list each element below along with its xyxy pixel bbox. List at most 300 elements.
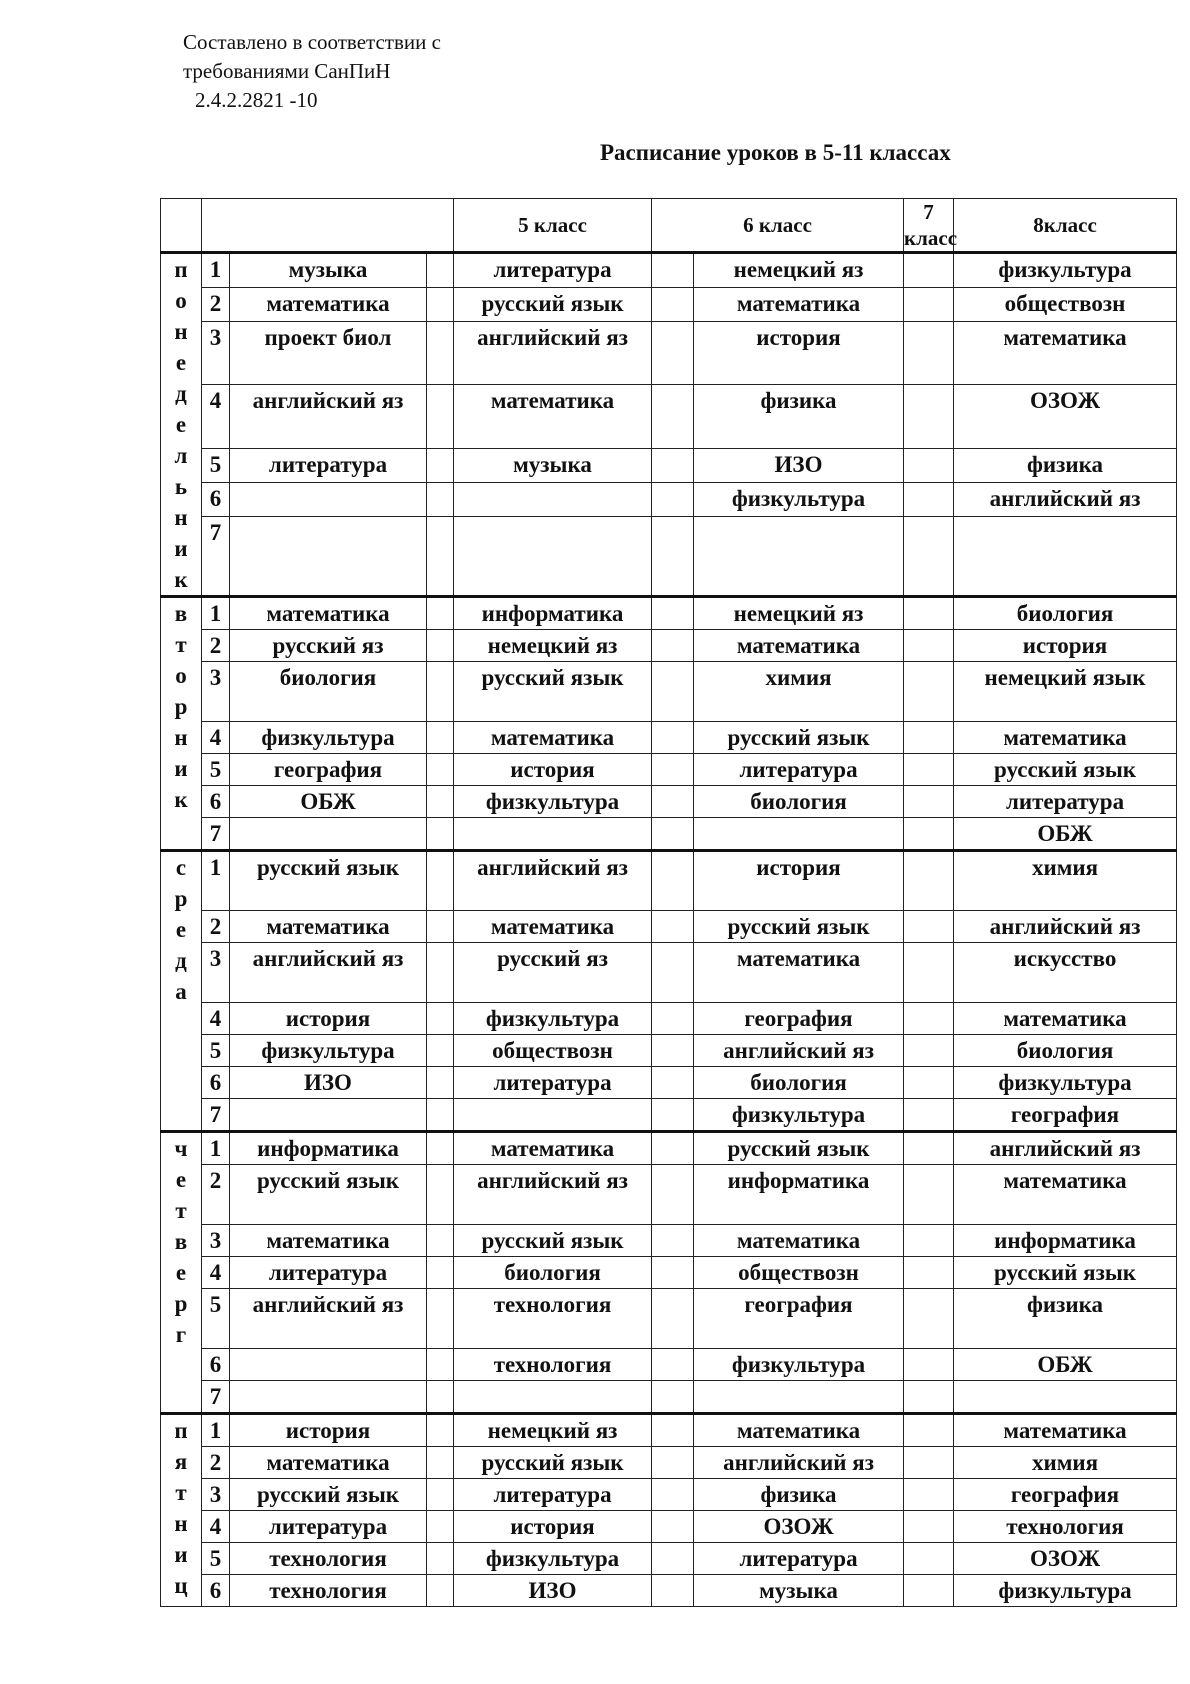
spacer-cell — [427, 287, 454, 321]
lesson-cell: музыка — [454, 448, 652, 482]
spacer-cell — [904, 786, 954, 818]
lesson-number: 4 — [202, 1003, 230, 1035]
header-cell: 5 класс — [454, 199, 652, 253]
lesson-cell: немецкий яз — [454, 630, 652, 662]
lesson-cell: математика — [454, 722, 652, 754]
spacer-cell — [904, 754, 954, 786]
spacer-cell — [652, 722, 694, 754]
header-row — [161, 199, 1177, 253]
spacer-cell — [904, 1575, 954, 1607]
spacer-cell — [652, 662, 694, 722]
lesson-number: 5 — [202, 1035, 230, 1067]
lesson-cell: технология — [454, 1289, 652, 1349]
lesson-cell: ОЗОЖ — [954, 385, 1177, 449]
spacer-cell — [652, 1349, 694, 1381]
lesson-number: 6 — [202, 482, 230, 516]
lesson-number: 3 — [202, 662, 230, 722]
lesson-cell: физика — [954, 1289, 1177, 1349]
compliance-note-line-3: 2.4.2.2821 -10 — [195, 88, 318, 112]
lesson-cell: математика — [230, 1225, 427, 1257]
spacer-cell — [427, 1414, 454, 1447]
lesson-cell: биология — [454, 1257, 652, 1289]
lesson-cell: литература — [694, 1543, 904, 1575]
lesson-number: 1 — [202, 1132, 230, 1165]
spacer-cell — [904, 722, 954, 754]
lesson-number: 6 — [202, 1067, 230, 1099]
lesson-cell: история — [694, 851, 904, 911]
lesson-cell — [454, 818, 652, 851]
spacer-cell — [904, 1003, 954, 1035]
lesson-cell: математика — [230, 287, 427, 321]
spacer-cell — [652, 385, 694, 449]
lesson-cell: биология — [694, 786, 904, 818]
lesson-cell: математика — [954, 722, 1177, 754]
spacer-cell — [904, 1132, 954, 1165]
spacer-cell — [652, 597, 694, 630]
header-cell: 7 класс — [904, 199, 954, 253]
lesson-cell — [230, 1099, 427, 1132]
header-cell: 8класс — [954, 199, 1177, 253]
spacer-cell — [427, 385, 454, 449]
lesson-cell: математика — [694, 287, 904, 321]
lesson-row — [161, 385, 1177, 449]
schedule-body — [161, 253, 1177, 1607]
lesson-cell: ОБЖ — [230, 786, 427, 818]
lesson-row — [161, 851, 1177, 911]
lesson-cell: информатика — [694, 1165, 904, 1225]
lesson-cell: математика — [694, 1225, 904, 1257]
lesson-row — [161, 722, 1177, 754]
lesson-number: 5 — [202, 448, 230, 482]
header-cell: 6 класс — [652, 199, 904, 253]
lesson-cell: литература — [230, 1511, 427, 1543]
lesson-cell: ОБЖ — [954, 818, 1177, 851]
lesson-number: 3 — [202, 1225, 230, 1257]
lesson-row — [161, 1099, 1177, 1132]
lesson-number: 1 — [202, 597, 230, 630]
spacer-cell — [652, 448, 694, 482]
lesson-cell: литература — [230, 1257, 427, 1289]
spacer-cell — [652, 1003, 694, 1035]
lesson-cell: история — [230, 1003, 427, 1035]
lesson-cell: физика — [954, 448, 1177, 482]
spacer-cell — [427, 1067, 454, 1099]
lesson-cell: география — [694, 1289, 904, 1349]
spacer-cell — [427, 786, 454, 818]
lesson-cell: математика — [954, 321, 1177, 385]
lesson-cell: музыка — [230, 253, 427, 288]
spacer-cell — [652, 1132, 694, 1165]
lesson-cell: физкультура — [694, 482, 904, 516]
spacer-cell — [904, 1225, 954, 1257]
spacer-cell — [427, 1225, 454, 1257]
lesson-cell: русский язык — [454, 662, 652, 722]
lesson-cell: обществозн — [694, 1257, 904, 1289]
lesson-cell: ОЗОЖ — [694, 1511, 904, 1543]
lesson-number: 6 — [202, 1349, 230, 1381]
lesson-number: 7 — [202, 818, 230, 851]
lesson-row — [161, 516, 1177, 597]
spacer-cell — [427, 482, 454, 516]
lesson-cell: английский яз — [954, 911, 1177, 943]
lesson-cell: физкультура — [954, 253, 1177, 288]
spacer-cell — [904, 385, 954, 449]
lesson-cell — [454, 1099, 652, 1132]
lesson-cell: технология — [454, 1349, 652, 1381]
lesson-number: 4 — [202, 722, 230, 754]
spacer-cell — [652, 516, 694, 597]
lesson-cell: география — [954, 1099, 1177, 1132]
spacer-cell — [904, 482, 954, 516]
lesson-row — [161, 1349, 1177, 1381]
spacer-cell — [904, 943, 954, 1003]
lesson-row — [161, 943, 1177, 1003]
spacer-cell — [652, 786, 694, 818]
spacer-cell — [904, 1257, 954, 1289]
spacer-cell — [427, 1543, 454, 1575]
spacer-cell — [427, 662, 454, 722]
spacer-cell — [652, 1165, 694, 1225]
spacer-cell — [427, 1447, 454, 1479]
lesson-cell: немецкий яз — [454, 1414, 652, 1447]
lesson-row — [161, 1225, 1177, 1257]
lesson-cell — [954, 1381, 1177, 1414]
lesson-cell: история — [454, 754, 652, 786]
spacer-cell — [904, 1511, 954, 1543]
lesson-number: 6 — [202, 1575, 230, 1607]
spacer-cell — [427, 1099, 454, 1132]
lesson-cell — [694, 1381, 904, 1414]
lesson-cell — [454, 482, 652, 516]
compliance-note-line-1: Составлено в соответствии с — [183, 30, 441, 54]
spacer-cell — [904, 448, 954, 482]
lesson-row — [161, 1067, 1177, 1099]
lesson-cell: английский яз — [954, 482, 1177, 516]
spacer-cell — [652, 818, 694, 851]
lesson-number: 2 — [202, 1165, 230, 1225]
day-name: с р е д а — [161, 851, 202, 1132]
schedule-table — [160, 198, 1177, 1607]
lesson-cell: литература — [954, 786, 1177, 818]
lesson-cell: русский язык — [694, 911, 904, 943]
spacer-cell — [427, 1575, 454, 1607]
lesson-cell: немецкий яз — [694, 597, 904, 630]
spacer-cell — [652, 1543, 694, 1575]
lesson-cell: математика — [954, 1003, 1177, 1035]
spacer-cell — [904, 253, 954, 288]
lesson-cell: русский яз — [454, 943, 652, 1003]
lesson-cell: русский язык — [454, 1447, 652, 1479]
spacer-cell — [904, 1543, 954, 1575]
lesson-cell: технология — [230, 1575, 427, 1607]
compliance-note-line-2: требованиями СанПиН — [183, 59, 391, 83]
spacer-cell — [652, 1511, 694, 1543]
lesson-cell: физкультура — [954, 1067, 1177, 1099]
day-name: п о н е д е л ь н и к — [161, 253, 202, 597]
lesson-cell: ИЗО — [454, 1575, 652, 1607]
lesson-cell: ОЗОЖ — [954, 1543, 1177, 1575]
spacer-cell — [904, 1381, 954, 1414]
lesson-number: 5 — [202, 1543, 230, 1575]
lesson-cell: математика — [694, 943, 904, 1003]
lesson-row — [161, 1289, 1177, 1349]
lesson-cell: математика — [454, 1132, 652, 1165]
page-title: Расписание уроков в 5-11 классах — [600, 140, 951, 165]
lesson-cell: физкультура — [454, 1543, 652, 1575]
spacer-cell — [652, 1257, 694, 1289]
lesson-row — [161, 1447, 1177, 1479]
lesson-cell: математика — [230, 1447, 427, 1479]
lesson-cell: русский язык — [230, 1479, 427, 1511]
spacer-cell — [904, 1067, 954, 1099]
lesson-row — [161, 662, 1177, 722]
lesson-row — [161, 818, 1177, 851]
lesson-cell: информатика — [954, 1225, 1177, 1257]
spacer-cell — [427, 818, 454, 851]
lesson-row — [161, 1035, 1177, 1067]
lesson-cell — [454, 516, 652, 597]
lesson-cell: физкультура — [454, 786, 652, 818]
spacer-cell — [904, 1479, 954, 1511]
lesson-cell: английский яз — [454, 321, 652, 385]
spacer-cell — [427, 754, 454, 786]
spacer-cell — [904, 1447, 954, 1479]
lesson-number: 2 — [202, 1447, 230, 1479]
lesson-row — [161, 321, 1177, 385]
lesson-cell: литература — [230, 448, 427, 482]
spacer-cell — [652, 1447, 694, 1479]
lesson-row — [161, 448, 1177, 482]
lesson-cell: английский яз — [694, 1447, 904, 1479]
lesson-cell: русский язык — [694, 722, 904, 754]
spacer-cell — [904, 321, 954, 385]
spacer-cell — [652, 1414, 694, 1447]
lesson-cell: физкультура — [230, 722, 427, 754]
lesson-cell: физкультура — [694, 1349, 904, 1381]
lesson-number: 7 — [202, 516, 230, 597]
spacer-cell — [652, 943, 694, 1003]
lesson-row — [161, 754, 1177, 786]
lesson-cell: математика — [230, 911, 427, 943]
lesson-row — [161, 253, 1177, 288]
lesson-cell: история — [454, 1511, 652, 1543]
spacer-cell — [652, 287, 694, 321]
lesson-number: 2 — [202, 630, 230, 662]
spacer-cell — [652, 1289, 694, 1349]
lesson-cell: технология — [954, 1511, 1177, 1543]
lesson-cell: английский яз — [454, 1165, 652, 1225]
lesson-cell — [230, 516, 427, 597]
spacer-cell — [904, 1099, 954, 1132]
lesson-cell: география — [694, 1003, 904, 1035]
lesson-row — [161, 1575, 1177, 1607]
spacer-cell — [904, 818, 954, 851]
spacer-cell — [427, 1257, 454, 1289]
spacer-cell — [427, 1035, 454, 1067]
lesson-cell: математика — [694, 1414, 904, 1447]
spacer-cell — [652, 482, 694, 516]
spacer-cell — [904, 662, 954, 722]
lesson-cell: математика — [694, 630, 904, 662]
lesson-number: 6 — [202, 786, 230, 818]
lesson-cell: физика — [694, 385, 904, 449]
spacer-cell — [652, 1225, 694, 1257]
lesson-cell — [954, 516, 1177, 597]
lesson-cell — [230, 818, 427, 851]
lesson-number: 2 — [202, 287, 230, 321]
spacer-cell — [904, 1165, 954, 1225]
spacer-cell — [652, 1479, 694, 1511]
spacer-cell — [427, 722, 454, 754]
lesson-cell: математика — [954, 1414, 1177, 1447]
lesson-cell: информатика — [454, 597, 652, 630]
spacer-cell — [427, 597, 454, 630]
lesson-cell: география — [230, 754, 427, 786]
lesson-cell: математика — [954, 1165, 1177, 1225]
lesson-cell: химия — [694, 662, 904, 722]
lesson-cell: английский яз — [230, 943, 427, 1003]
lesson-cell: английский яз — [230, 385, 427, 449]
lesson-cell: литература — [454, 1479, 652, 1511]
spacer-cell — [427, 1349, 454, 1381]
lesson-cell: русский язык — [954, 754, 1177, 786]
lesson-cell: искусство — [954, 943, 1177, 1003]
lesson-row — [161, 1003, 1177, 1035]
spacer-cell — [427, 516, 454, 597]
day-name: ч е т в е р г — [161, 1132, 202, 1414]
lesson-number: 1 — [202, 851, 230, 911]
lesson-cell: литература — [454, 1067, 652, 1099]
lesson-number: 4 — [202, 1257, 230, 1289]
spacer-cell — [652, 253, 694, 288]
spacer-cell — [427, 321, 454, 385]
spacer-cell — [427, 1479, 454, 1511]
spacer-cell — [904, 597, 954, 630]
lesson-cell: история — [954, 630, 1177, 662]
lesson-cell: ИЗО — [694, 448, 904, 482]
lesson-row — [161, 1165, 1177, 1225]
lesson-cell: русский язык — [230, 851, 427, 911]
spacer-cell — [904, 630, 954, 662]
lesson-cell: проект биол — [230, 321, 427, 385]
lesson-cell: литература — [694, 754, 904, 786]
lesson-cell: математика — [454, 385, 652, 449]
spacer-cell — [652, 851, 694, 911]
spacer-cell — [427, 1289, 454, 1349]
spacer-cell — [904, 1035, 954, 1067]
lesson-cell: физкультура — [230, 1035, 427, 1067]
lesson-row — [161, 1381, 1177, 1414]
lesson-number: 7 — [202, 1381, 230, 1414]
spacer-cell — [904, 911, 954, 943]
spacer-cell — [904, 516, 954, 597]
lesson-cell: русский язык — [694, 1132, 904, 1165]
lesson-cell: биология — [954, 1035, 1177, 1067]
lesson-number: 4 — [202, 1511, 230, 1543]
spacer-cell — [652, 754, 694, 786]
lesson-number: 5 — [202, 754, 230, 786]
header-cell — [161, 199, 202, 253]
lesson-cell: история — [694, 321, 904, 385]
lesson-cell: музыка — [694, 1575, 904, 1607]
spacer-cell — [427, 1511, 454, 1543]
spacer-cell — [427, 911, 454, 943]
spacer-cell — [904, 1289, 954, 1349]
spacer-cell — [652, 630, 694, 662]
lesson-cell: физкультура — [694, 1099, 904, 1132]
lesson-cell: литература — [454, 253, 652, 288]
spacer-cell — [427, 448, 454, 482]
spacer-cell — [652, 1067, 694, 1099]
spacer-cell — [652, 321, 694, 385]
lesson-row — [161, 287, 1177, 321]
lesson-row — [161, 1257, 1177, 1289]
lesson-number: 2 — [202, 911, 230, 943]
lesson-cell: английский яз — [694, 1035, 904, 1067]
lesson-cell: немецкий яз — [694, 253, 904, 288]
day-name: в т о р н и к — [161, 597, 202, 851]
lesson-cell — [694, 516, 904, 597]
lesson-number: 3 — [202, 943, 230, 1003]
lesson-number: 4 — [202, 385, 230, 449]
lesson-row — [161, 1543, 1177, 1575]
lesson-cell: ИЗО — [230, 1067, 427, 1099]
lesson-row — [161, 911, 1177, 943]
spacer-cell — [427, 851, 454, 911]
header-cell — [202, 199, 454, 253]
lesson-cell: русский язык — [454, 287, 652, 321]
lesson-cell: информатика — [230, 1132, 427, 1165]
lesson-row — [161, 482, 1177, 516]
spacer-cell — [652, 1099, 694, 1132]
lesson-cell: английский яз — [954, 1132, 1177, 1165]
spacer-cell — [904, 1349, 954, 1381]
lesson-number: 3 — [202, 1479, 230, 1511]
lesson-number: 1 — [202, 253, 230, 288]
lesson-cell: ОБЖ — [954, 1349, 1177, 1381]
spacer-cell — [427, 253, 454, 288]
lesson-cell: математика — [230, 597, 427, 630]
spacer-cell — [427, 1003, 454, 1035]
lesson-number: 7 — [202, 1099, 230, 1132]
lesson-cell — [694, 818, 904, 851]
lesson-cell: физика — [694, 1479, 904, 1511]
lesson-cell: немецкий язык — [954, 662, 1177, 722]
lesson-cell: русский язык — [454, 1225, 652, 1257]
lesson-number: 3 — [202, 321, 230, 385]
lesson-cell: английский яз — [454, 851, 652, 911]
lesson-row — [161, 630, 1177, 662]
lesson-cell: физкультура — [954, 1575, 1177, 1607]
spacer-cell — [427, 1132, 454, 1165]
lesson-number: 1 — [202, 1414, 230, 1447]
spacer-cell — [427, 1381, 454, 1414]
lesson-cell: русский язык — [954, 1257, 1177, 1289]
lesson-cell: биология — [954, 597, 1177, 630]
lesson-cell — [454, 1381, 652, 1414]
lesson-cell: русский яз — [230, 630, 427, 662]
lesson-cell: химия — [954, 851, 1177, 911]
lesson-row — [161, 1479, 1177, 1511]
spacer-cell — [904, 1414, 954, 1447]
day-name: п я т н и ц — [161, 1414, 202, 1607]
lesson-cell: география — [954, 1479, 1177, 1511]
lesson-cell: история — [230, 1414, 427, 1447]
lesson-cell: технология — [230, 1543, 427, 1575]
spacer-cell — [652, 911, 694, 943]
spacer-cell — [427, 1165, 454, 1225]
spacer-cell — [904, 287, 954, 321]
